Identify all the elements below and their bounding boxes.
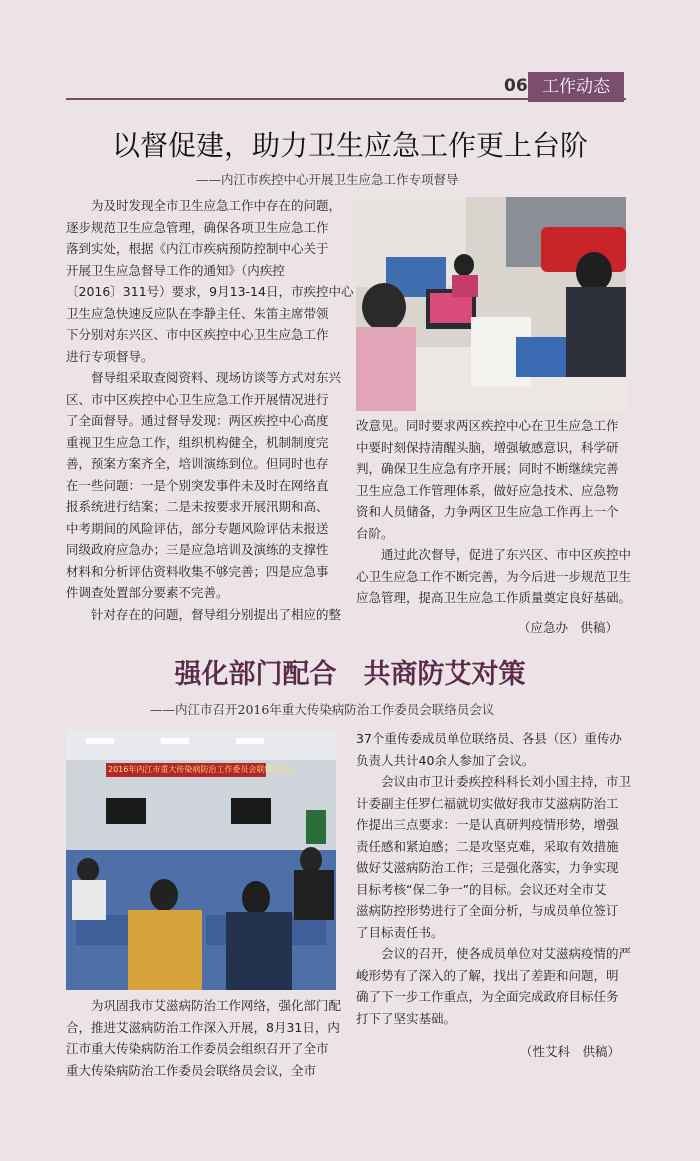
text-line: 〔2016〕311号）要求，9月13-14日，市疾控中心: [66, 284, 354, 299]
text-line: 重大传染病防治工作委员会联络员会议，全市: [66, 1062, 317, 1078]
text-line: 滋病防控形势进行了全面分析，与成员单位签订: [356, 903, 619, 918]
text-line: 做好艾滋病防治工作；三是强化落实，力争实现: [356, 860, 619, 875]
text-line: 计委副主任罗仁福就切实做好我市艾滋病防治工: [356, 795, 619, 811]
text-line: 了目标责任书。: [356, 924, 444, 940]
article1-credit: （应急办 供稿）: [518, 620, 619, 635]
inspection-office-photo: [356, 197, 626, 411]
text-line: 为巩固我市艾滋病防治工作网络，强化部门配: [91, 998, 342, 1013]
text-line: 判，确保卫生应急有序开展；同时不断继续完善: [356, 461, 619, 476]
paragraph: [356, 415, 628, 544]
paragraph: [66, 367, 342, 604]
text-line: 为及时发现全市卫生应急工作中存在的问题，: [91, 198, 342, 213]
paragraph: [356, 943, 632, 1029]
text-line: 开展卫生应急督导工作的通知》（内疾控: [66, 262, 285, 278]
text-line: 会议由市卫计委疾控科科长刘小国主持，市卫: [381, 774, 632, 789]
text-line: 打下了坚实基础。: [356, 1010, 457, 1026]
text-line: 台阶。: [356, 525, 394, 541]
text-line: 件调查处置部分要素不完善。: [66, 585, 229, 600]
text-line: 通过此次督导，促进了东兴区、市中区疾控中: [381, 547, 632, 562]
text-line: 中要时刻保持清醒头脑，增强敏感意识，科学研: [356, 439, 619, 455]
article2-title: 强化部门配合 共商防艾对策: [174, 659, 526, 690]
text-line: 确了下一步工作重点，为全面完成政府目标任务: [356, 989, 619, 1004]
text-line: 应急管理，提高卫生应急工作质量奠定良好基础。: [356, 590, 632, 605]
meeting-banner-text: 2016年内江市重大传染病防治工作委员会联络员会议: [108, 765, 297, 774]
text-line: 在一些问题：一是个别突发事件未及时在网络直: [66, 477, 329, 493]
text-line: 峻形势有了深入的了解，找出了差距和问题，明: [356, 967, 619, 983]
article2-left-column: [66, 995, 342, 1081]
text-line: 督导组采取查阅资料、现场访谈等方式对东兴: [91, 370, 342, 385]
meeting-photo: [66, 730, 336, 990]
text-line: 中考期间的风险评估，部分专题风险评估未报送: [66, 520, 329, 536]
text-line: 江市重大传染病防治工作委员会组织召开了全市: [66, 1041, 329, 1056]
text-line: 区、市中区疾控中心卫生应急工作开展情况进行: [66, 391, 329, 407]
article2-right-column: [356, 728, 632, 1029]
text-line: 下分别对东兴区、市中区疾控中心卫生应急工作: [66, 327, 329, 342]
text-line: 进行专项督导。: [66, 348, 154, 364]
text-line: 资和人员储备，力争两区卫生应急工作再上一个: [356, 504, 619, 519]
text-line: 负责人共计40余人参加了会议。: [356, 752, 535, 768]
text-line: 针对存在的问题，督导组分别提出了相应的整: [91, 606, 342, 622]
text-line: 37个重传委成员单位联络员、各县（区）重传办: [356, 731, 622, 746]
text-line: 改意见。同时要求两区疾控中心在卫生应急工作: [356, 418, 619, 433]
text-line: 了全面督导。通过督导发现：两区疾控中心高度: [66, 413, 329, 428]
paragraph: [66, 604, 342, 626]
text-line: 重视卫生应急工作，组织机构健全，机制制度完: [66, 434, 329, 450]
text-line: 材料和分析评估资料收集不够完善；四是应急事: [66, 563, 329, 579]
text-line: 责任感和紧迫感；二是攻坚克难，采取有效措施: [356, 838, 619, 854]
article1-right-column: [356, 415, 632, 609]
text-line: 作提出三点要求：一是认真研判疫情形势，增强: [356, 817, 619, 832]
text-line: 会议的召开，使各成员单位对艾滋病疫情的严: [381, 946, 632, 961]
page-number: 06: [504, 76, 528, 96]
paragraph: [66, 995, 342, 1081]
text-line: 卫生应急工作管理体系，做好应急技术、应急物: [356, 482, 619, 498]
section-tag: 工作动态: [528, 72, 624, 102]
text-line: 心卫生应急工作不断完善，为今后进一步规范卫生: [356, 568, 632, 584]
text-line: 同级政府应急办；三是应急培训及演练的支撑性: [66, 542, 329, 557]
paragraph: [356, 544, 632, 609]
paragraph: [356, 771, 632, 943]
text-line: 卫生应急快速反应队在李静主任、朱笛主席带领: [66, 305, 329, 321]
article2-subtitle: ——内江市召开2016年重大传染病防治工作委员会联络员会议: [150, 702, 495, 717]
text-line: 落到实处，根据《内江市疾病预防控制中心关于: [66, 241, 329, 256]
paragraph: [66, 195, 354, 367]
text-line: 善，预案方案齐全，培训演练到位。但同时也存: [66, 456, 329, 471]
article1-title: 以督促建，助力卫生应急工作更上台阶: [111, 129, 588, 162]
text-line: 合，推进艾滋病防治工作深入开展，8月31日，内: [66, 1019, 340, 1035]
article1-subtitle: ——内江市疾控中心开展卫生应急工作专项督导: [196, 172, 459, 187]
text-line: 目标考核“保二争一”的目标。会议还对全市艾: [356, 881, 607, 897]
article1-left-column: [66, 195, 354, 625]
article2-credit: （性艾科 供稿）: [520, 1044, 621, 1059]
paragraph: [356, 728, 628, 771]
text-line: 逐步规范卫生应急管理，确保各项卫生应急工作: [66, 219, 329, 235]
text-line: 报系统进行结案；二是未按要求开展汛期和高、: [66, 499, 329, 514]
